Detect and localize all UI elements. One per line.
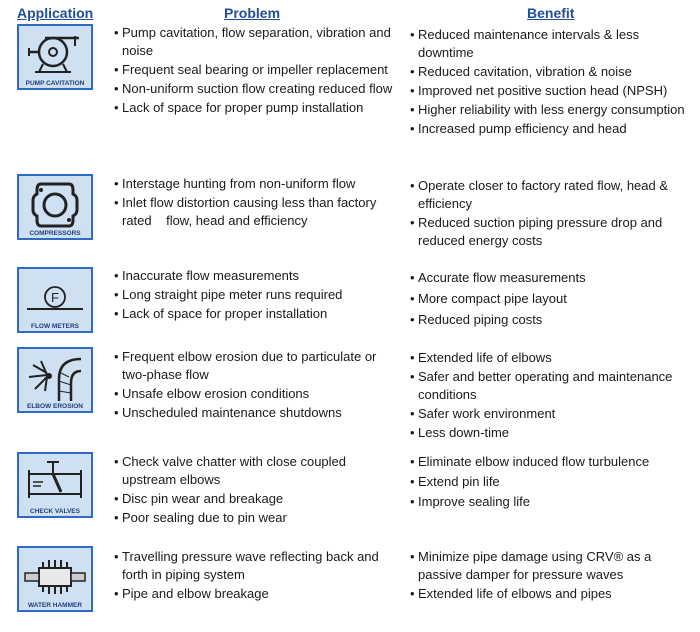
benefit-list xyxy=(410,453,695,512)
list-item: • Extend pin life xyxy=(410,473,695,491)
problem-list xyxy=(114,348,394,423)
list-item: • Safer work environment xyxy=(410,405,695,423)
list-item: • Increased pump efficiency and head xyxy=(410,120,695,138)
pump-icon xyxy=(17,24,93,90)
list-item: • Minimize pipe damage using CRV® as a passive damper for pressure waves xyxy=(410,548,695,584)
list-item: • More compact pipe layout xyxy=(410,290,695,308)
benefit-list xyxy=(410,349,695,443)
pump-cavitation-label: PUMP CAVITATION xyxy=(25,80,85,87)
benefit-list xyxy=(410,26,695,139)
elbow-erosion-label: ELBOW EROSION xyxy=(27,403,83,410)
list-item: • Pump cavitation, flow separation, vibration and noise xyxy=(114,24,394,60)
list-item: • Eliminate elbow induced flow turbulence xyxy=(410,453,695,471)
list-item: • Lack of space for proper installation xyxy=(114,305,394,323)
list-item: • Inaccurate flow measurements xyxy=(114,267,394,285)
list-item: • Extended life of elbows xyxy=(410,349,695,367)
list-item: • Extended life of elbows and pipes xyxy=(410,585,695,603)
list-item: • Accurate flow measurements xyxy=(410,269,695,287)
list-item: • Travelling pressure wave reflecting back and forth in piping system xyxy=(114,548,394,584)
list-item: • Non-uniform suction flow creating reduced flow xyxy=(114,80,394,98)
problem-list xyxy=(114,267,394,324)
list-item: • Inlet flow distortion causing less than factory rated flow, head and efficiency xyxy=(114,194,394,230)
check-valves-label: CHECK VALVES xyxy=(30,508,80,515)
benefit-list xyxy=(410,269,695,330)
list-item: • Poor sealing due to pin wear xyxy=(114,509,394,527)
list-item: • Check valve chatter with close coupled upstream elbows xyxy=(114,453,394,489)
water-hammer-label: WATER HAMMER xyxy=(27,602,83,609)
list-item: • Interstage hunting from non-uniform flow xyxy=(114,175,394,193)
list-item: • Reduced piping costs xyxy=(410,311,695,329)
header-problem: Problem xyxy=(224,5,281,21)
list-item: • Reduced suction piping pressure drop and reduced energy costs xyxy=(410,214,695,250)
list-item: • Frequent seal bearing or impeller replacement xyxy=(114,61,394,79)
problem-list xyxy=(114,453,394,528)
list-item: • Less down-time xyxy=(410,424,695,442)
list-item: • Disc pin wear and breakage xyxy=(114,490,394,508)
water-hammer-icon xyxy=(17,546,93,612)
header-benefit: Benefit xyxy=(527,5,575,21)
header-application: Application xyxy=(17,5,94,21)
list-item: • Pipe and elbow breakage xyxy=(114,585,394,603)
list-item: • Improve sealing life xyxy=(410,493,695,511)
list-item: • Improved net positive suction head (NPSH) xyxy=(410,82,695,100)
flow-meter-icon xyxy=(17,267,93,333)
compressors-label: COMPRESSORS xyxy=(29,230,81,237)
elbow-erosion-icon xyxy=(17,347,93,413)
list-item: • Frequent elbow erosion due to particulate or two-phase flow xyxy=(114,348,394,384)
flow-meters-label: FLOW METERS xyxy=(30,323,80,330)
check-valve-icon xyxy=(17,452,93,518)
flow-meter-letter: F xyxy=(51,290,59,305)
list-item: • Operate closer to factory rated flow, head & efficiency xyxy=(410,177,695,213)
list-item: • Reduced cavitation, vibration & noise xyxy=(410,63,695,81)
benefit-list xyxy=(410,548,695,604)
list-item: • Higher reliability with less energy consumption xyxy=(410,101,695,119)
list-item: • Long straight pipe meter runs required xyxy=(114,286,394,304)
problem-list xyxy=(114,548,394,604)
problem-list xyxy=(114,175,394,231)
list-item: • Unscheduled maintenance shutdowns xyxy=(114,404,394,422)
list-item: • Unsafe elbow erosion conditions xyxy=(114,385,394,403)
compressor-icon xyxy=(17,174,93,240)
list-item: • Safer and better operating and maintenance conditions xyxy=(410,368,695,404)
problem-list xyxy=(114,24,394,118)
list-item: • Reduced maintenance intervals & less downtime xyxy=(410,26,695,62)
benefit-list xyxy=(410,177,695,251)
list-item: • Lack of space for proper pump installation xyxy=(114,99,394,117)
